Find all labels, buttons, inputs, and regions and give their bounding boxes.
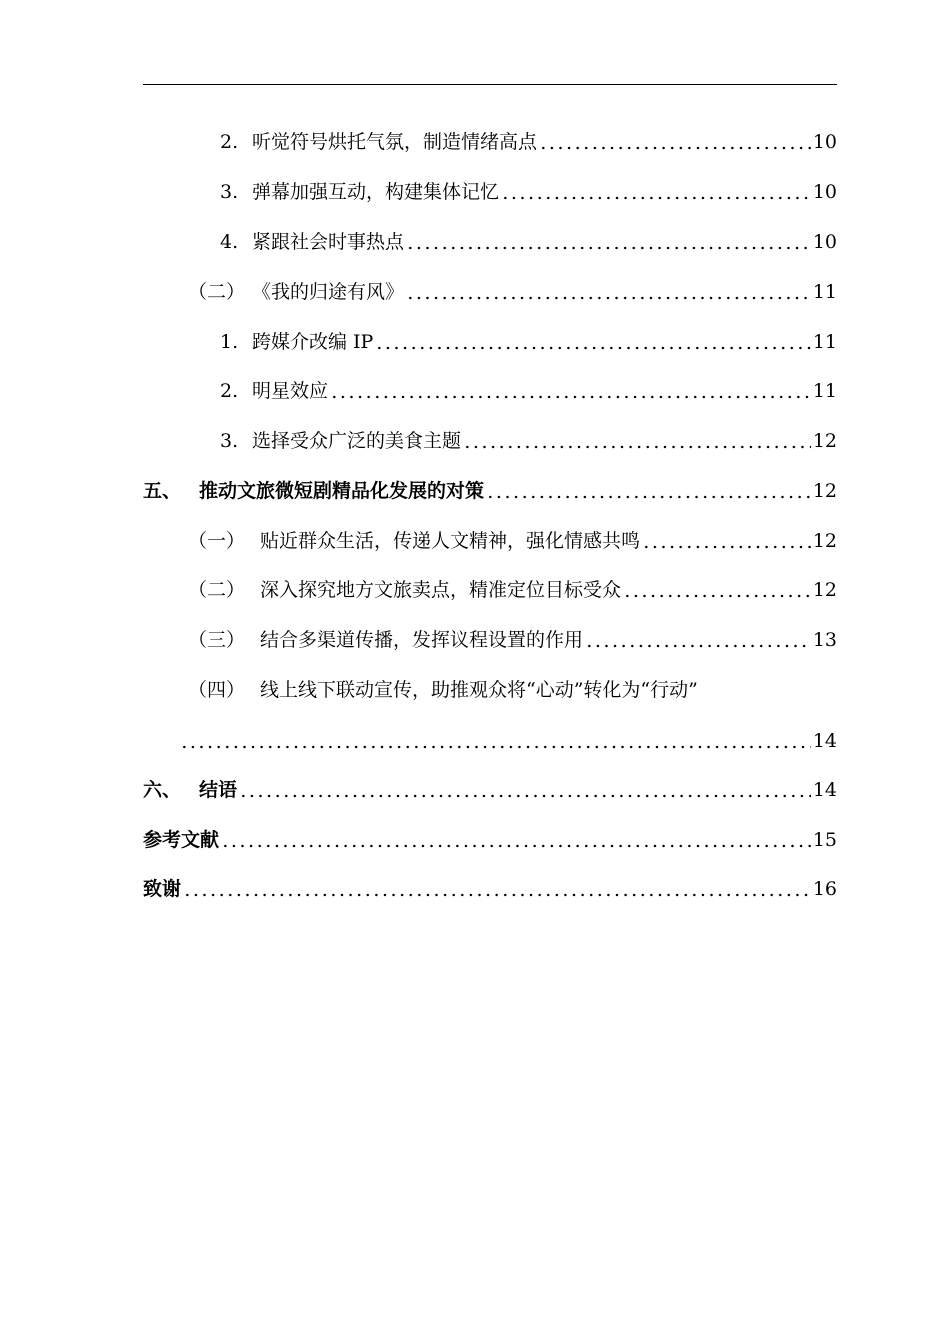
toc-entry[interactable] — [0, 526, 837, 554]
toc-entry[interactable] — [0, 327, 837, 355]
toc-entry[interactable] — [0, 376, 837, 404]
toc-entry-number: 1. — [220, 331, 239, 353]
toc-entry-number: （一） — [188, 530, 246, 552]
dot-leader — [330, 395, 811, 399]
toc-entry-number: 3. — [220, 430, 239, 452]
toc-entry-title: 结语 — [199, 779, 238, 801]
toc-entry-title: 明星效应 — [252, 380, 329, 402]
toc-entry[interactable] — [0, 775, 837, 803]
toc-entry-page: 16 — [812, 878, 837, 900]
toc-entry-number: 4. — [220, 231, 239, 253]
dot-leader — [585, 644, 811, 648]
toc-entry-number: （二） — [188, 579, 246, 601]
toc-entry-title: 推动文旅微短剧精品化发展的对策 — [199, 480, 485, 502]
dot-leader — [623, 594, 811, 598]
toc-entry[interactable] — [0, 426, 837, 454]
toc-entry[interactable] — [0, 227, 837, 255]
dot-leader — [180, 745, 811, 749]
toc-entry-title: 紧跟社会时事热点 — [252, 231, 405, 253]
toc-entry-number: 五、 — [143, 480, 182, 502]
dot-leader — [463, 445, 811, 449]
toc-entry-number: 六、 — [143, 779, 182, 801]
toc-entry-title: 弹幕加强互动，构建集体记忆 — [252, 181, 500, 203]
toc-entry[interactable] — [0, 625, 837, 653]
toc-entry-wrapped-title[interactable] — [188, 677, 698, 703]
toc-entry-page: 11 — [812, 380, 837, 402]
dot-leader — [183, 893, 811, 897]
dot-leader — [486, 495, 811, 499]
dot-leader — [375, 346, 810, 350]
toc-entry-page: 14 — [812, 779, 837, 801]
dot-leader — [221, 844, 811, 848]
toc-entry-page: 12 — [812, 579, 837, 601]
toc-entry-title: 深入探究地方文旅卖点，精准定位目标受众 — [260, 579, 622, 601]
toc-entry-title: 选择受众广泛的美食主题 — [252, 430, 462, 452]
toc-entry[interactable] — [0, 177, 837, 205]
toc-entry-page: 10 — [812, 231, 837, 253]
toc-entry-page: 10 — [812, 181, 837, 203]
toc-entry-page: 11 — [812, 281, 837, 303]
toc-entry-number: （四） — [188, 679, 246, 701]
dot-leader — [406, 296, 811, 300]
toc-entry-number: 2. — [220, 131, 239, 153]
toc-entry-page: 12 — [812, 480, 837, 502]
toc-entry-title: 结合多渠道传播，发挥议程设置的作用 — [260, 629, 584, 651]
toc-entry-number: 3. — [220, 181, 239, 203]
toc-entry-title: 线上线下联动宣传，助推观众将“心动”转化为“行动” — [260, 679, 698, 701]
dot-leader — [501, 196, 811, 200]
toc-entry-page: 13 — [812, 629, 837, 651]
toc-entry-number: （三） — [188, 629, 246, 651]
toc-entry[interactable] — [0, 127, 837, 155]
toc-entry-page: 10 — [812, 131, 837, 153]
dot-leader — [406, 246, 811, 250]
toc-entry-continuation[interactable] — [0, 726, 837, 754]
toc-entry-title: 参考文献 — [143, 829, 220, 851]
dot-leader — [239, 794, 811, 798]
toc-entry[interactable] — [0, 476, 837, 504]
toc-entry-title: 跨媒介改编 IP — [252, 331, 374, 353]
toc-entry-title: 《我的归途有风》 — [252, 281, 405, 303]
toc-entry-title: 致谢 — [143, 878, 182, 900]
toc-entry[interactable] — [0, 825, 837, 853]
toc-entry-page: 11 — [812, 331, 837, 353]
dot-leader — [642, 545, 811, 549]
toc-entry-title: 贴近群众生活，传递人文精神，强化情感共鸣 — [260, 530, 641, 552]
toc-entry-page: 15 — [812, 829, 837, 851]
toc-entry-number: 2. — [220, 380, 239, 402]
toc-entry[interactable] — [0, 575, 837, 603]
toc-entry-page: 12 — [812, 430, 837, 452]
toc-entry-number: （二） — [188, 281, 246, 303]
toc-entry[interactable] — [0, 277, 837, 305]
toc-entry-page: 12 — [812, 530, 837, 552]
toc-entry-page: 14 — [812, 730, 837, 752]
toc-entry[interactable] — [0, 874, 837, 902]
dot-leader — [539, 146, 811, 150]
toc-entry-title: 听觉符号烘托气氛，制造情绪高点 — [252, 131, 538, 153]
